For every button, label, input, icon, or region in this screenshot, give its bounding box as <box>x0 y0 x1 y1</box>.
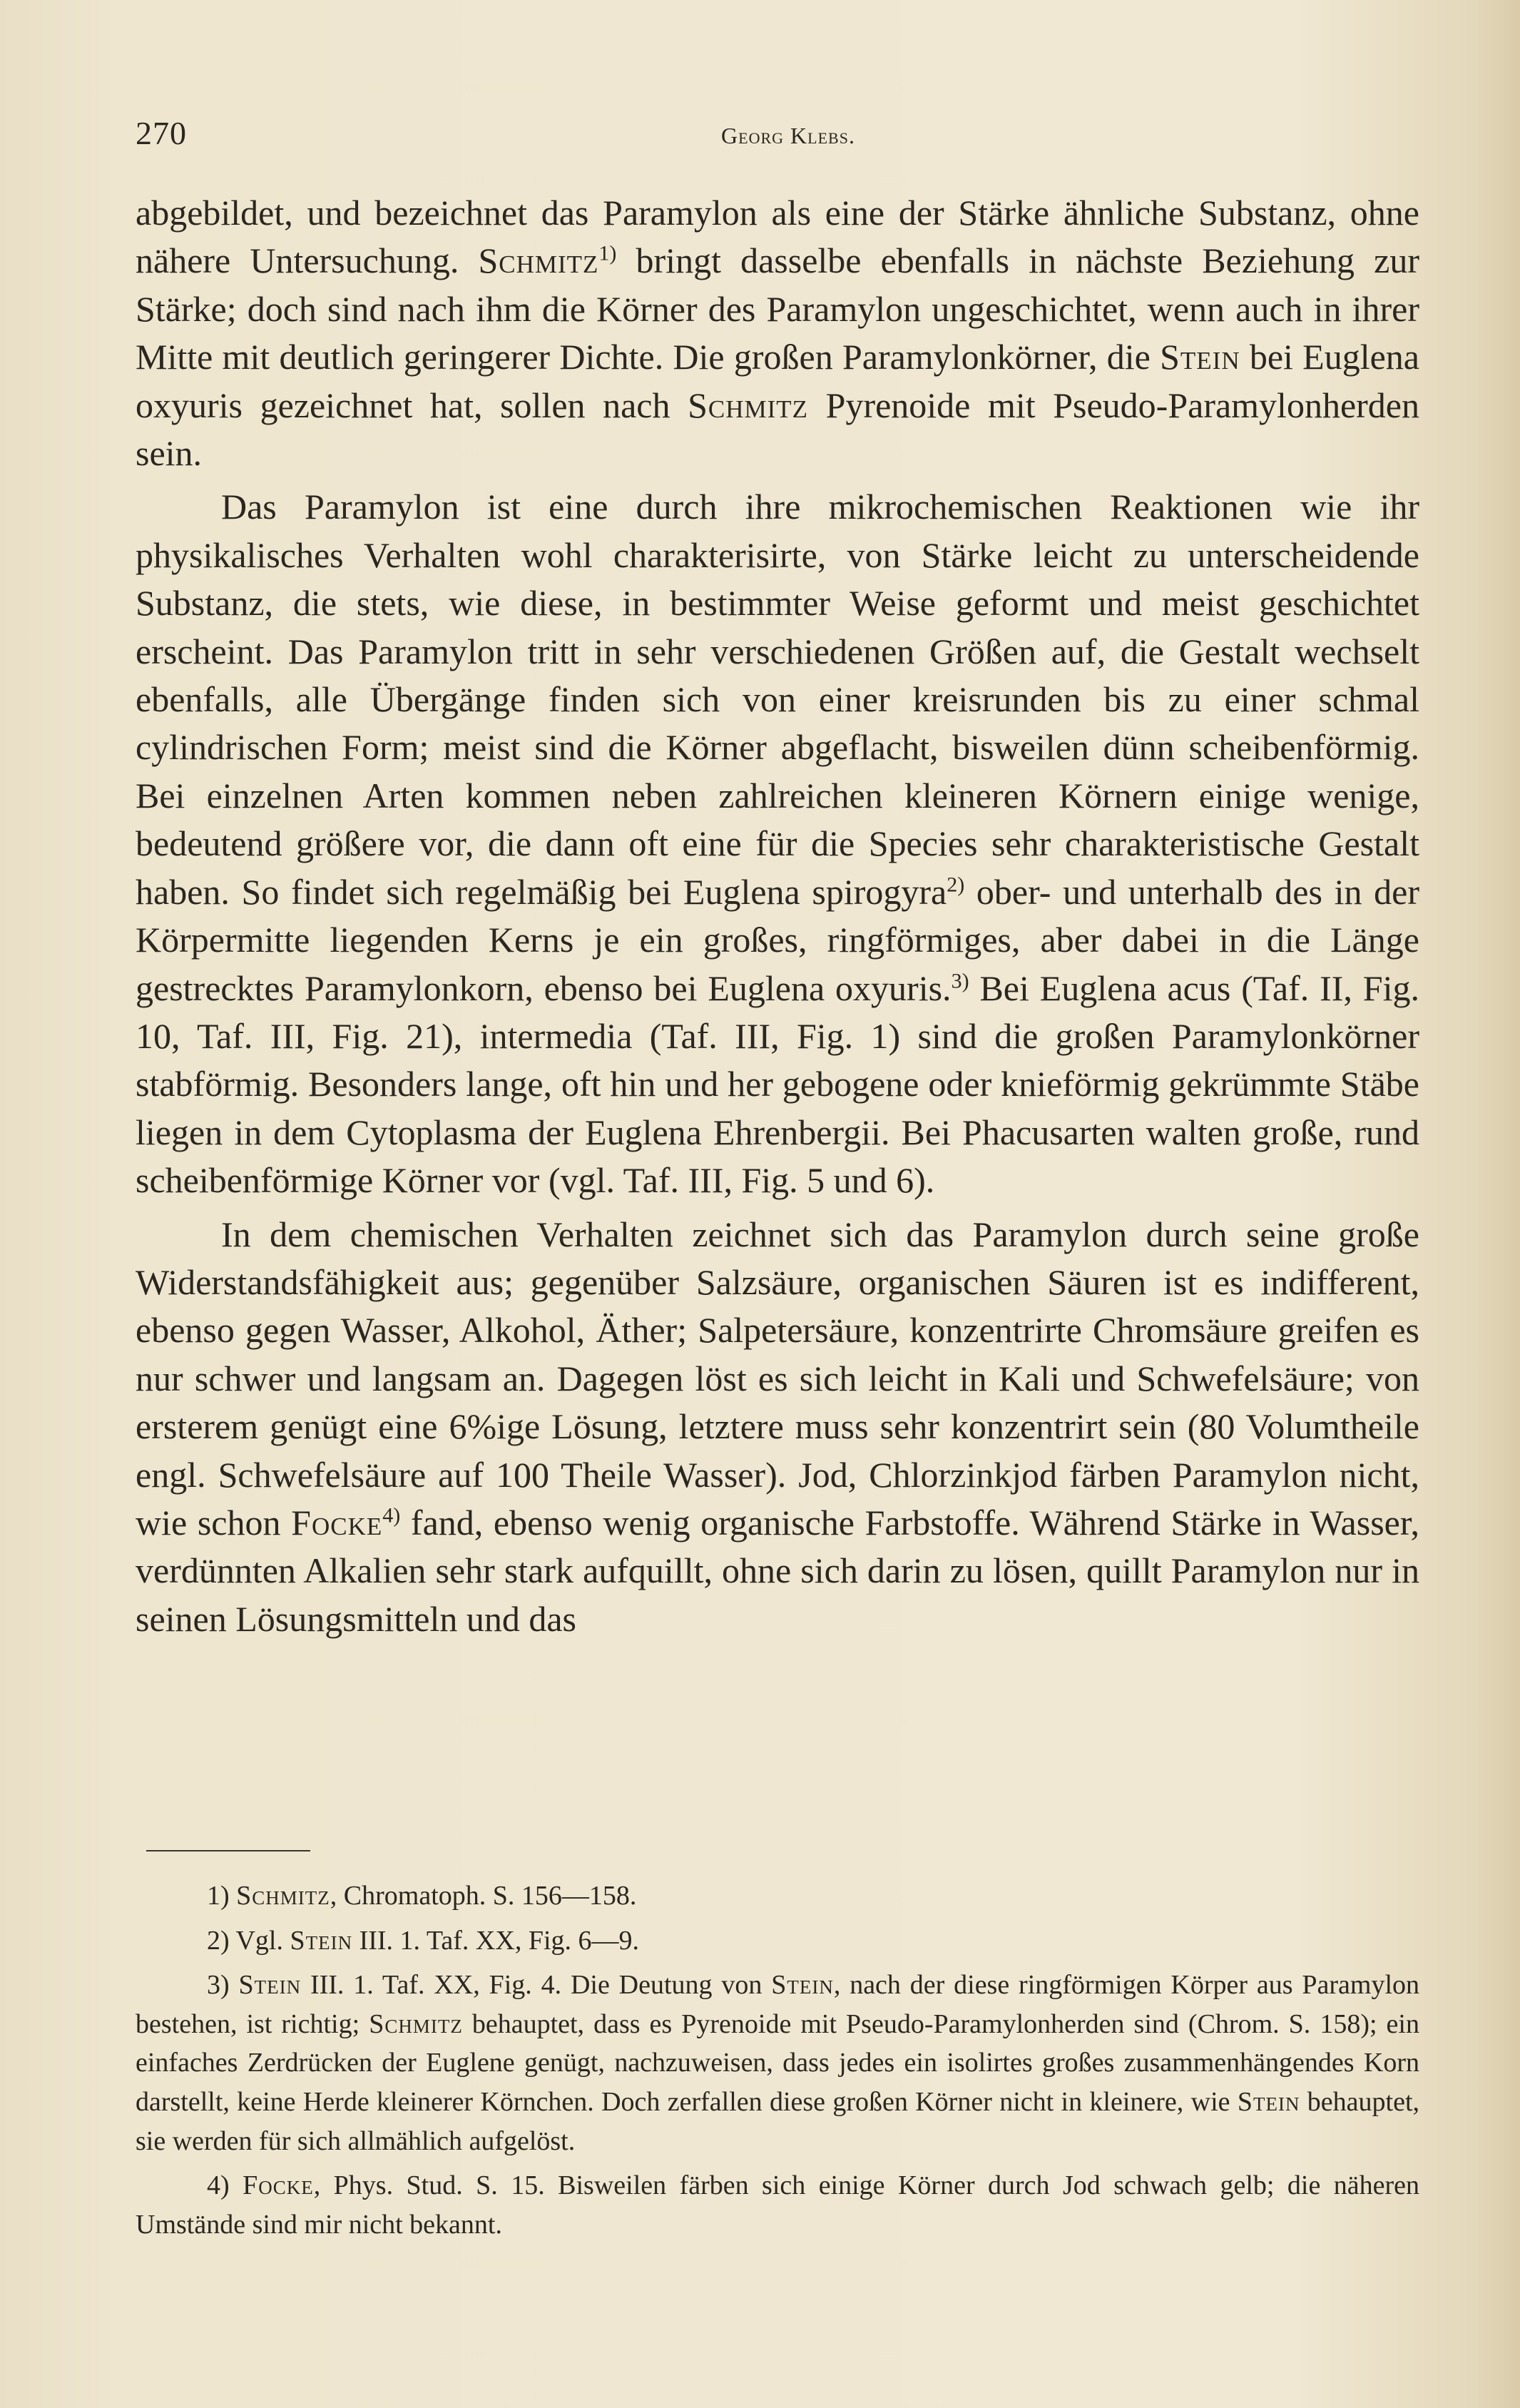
text-run: bringt dasselbe ebenfalls in nächste Beziehung zur Stärke; doch sind nach ihm die Körner des Paramylon ungeschichtet, wenn auch in ihrer Mitte mit deutlich geringerer Dichte. Die großen Paramylonkörner, die <box>136 240 1419 377</box>
author-name: Stein <box>771 1970 834 2001</box>
running-head: Georg Klebs. <box>721 123 855 148</box>
footnotes <box>136 1876 1419 2250</box>
text-run: Pyrenoide mit Pseudo-Paramylonherden sein. <box>136 385 1419 474</box>
page-header <box>136 107 1441 157</box>
text-run: In dem chemischen Verhalten zeichnet sich das Paramylon durch seine große Widerstandsfähigkeit aus; gegenüber Salzsäure, organischen Säuren ist es indifferent, ebenso gegen Wasser, Alkohol, Äther; Salpetersäure, konzentrirte Chromsäure greifen es nur schwer und langsam an. Dagegen löst es sich leicht in Kali und Schwefelsäure; von ersterem genügt eine 6%ige Lösung, letztere muss sehr konzentrirt sein (80 Volumtheile engl. Schwefelsäure auf 100 Theile Wasser). Jod, Chlorzinkjod färben Paramylon nicht, wie schon <box>136 1214 1419 1543</box>
author-name: Schmitz <box>688 385 809 425</box>
text-run: Bei Euglena acus (Taf. II, Fig. 10, Taf. III, Fig. 21), intermedia (Taf. III, Fig. 1) sind die großen Paramylonkörner stabförmig. Besonders lange, oft hin und her gebogene oder knieförmig gekrümmte Stäbe liegen in dem Cytoplasma der Euglena Ehrenbergii. Bei Phacusarten walten große, rund scheibenförmige Körner vor (vgl. Taf. III, Fig. 5 und 6). <box>136 967 1420 1201</box>
author-name: Schmitz <box>236 1881 330 1911</box>
text-run: Das Paramylon ist eine durch ihre mikrochemischen Reaktionen wie ihr physikalisches Verhalten wohl charakterisirte, von Stärke leicht zu unterscheidende Substanz, die stets, wie diese, in bestimmter Weise geformt und meist geschichtet erscheint. Das Paramylon tritt in sehr verschiedenen Größen auf, die Gestalt wechselt ebenfalls, alle Übergänge finden sich von einer kreisrunden bis zu einer schmal cylindrischen Form; meist sind die Körner abgeflacht, bisweilen dünn scheibenförmig. Bei einzelnen Arten kommen neben zahlreichen kleineren Körnern einige wenige, bedeutend größere vor, die dann oft eine für die Species sehr charakteristische Gestalt haben. So findet sich regelmäßig bei Euglena spirogyra <box>136 487 1419 912</box>
footnote-ref: 2) <box>947 873 965 897</box>
footnote <box>136 1876 1419 1916</box>
text-run: 3) <box>207 1970 239 2001</box>
author-name: Schmitz <box>369 2008 463 2039</box>
text-run: , Chromatoph. S. 156—158. <box>330 1881 637 1911</box>
author-name: Stein <box>1237 2086 1300 2117</box>
text-run: 4) <box>207 2170 243 2201</box>
text-run: bei Euglena oxyuris gezeichnet hat, sollen nach <box>136 337 1419 425</box>
author-name: Focke <box>291 1502 383 1543</box>
author-name: Stein <box>1160 337 1240 377</box>
footnote-ref: 4) <box>382 1503 401 1528</box>
author-name: Schmitz <box>478 240 599 281</box>
footnote <box>136 2166 1419 2244</box>
author-name: Stein <box>290 1925 353 1956</box>
text-run: abgebildet, und bezeichnet das Paramylon als eine der Stärke ähnliche Substanz, ohne nähere Untersuchung. <box>136 193 1419 281</box>
footnote <box>136 1921 1419 1961</box>
author-name: Focke <box>243 2170 314 2201</box>
footnote <box>136 1966 1419 2160</box>
body-text <box>136 189 1419 1643</box>
author-name: Stein <box>238 1970 302 2001</box>
footnote-ref: 3) <box>951 968 969 992</box>
body-paragraph <box>136 1211 1419 1644</box>
text-run: behauptet, sie werden für sich allmählich aufgelöst. <box>136 2086 1420 2156</box>
text-run: fand, ebenso wenig organische Farbstoffe. Während Stärke in Wasser, verdünnten Alkalien sehr stark aufquillt, ohne sich darin zu lösen, quillt Paramylon nur in seinen Lösungsmitteln und das <box>136 1502 1420 1639</box>
footnote-rule <box>146 1850 310 1851</box>
body-paragraph <box>136 483 1419 1204</box>
text-run: , Phys. Stud. S. 15. Bisweilen färben sich einige Körner durch Jod schwach gelb; die näheren Umstände sind mir nicht bekannt. <box>136 2170 1419 2240</box>
page-number: 270 <box>136 115 187 151</box>
text-run: , nach der diese ringförmigen Körper aus Paramylon bestehen, ist richtig; <box>136 1970 1419 2039</box>
text-run: III. 1. Taf. XX, Fig. 4. Die Deutung von <box>301 1970 772 2001</box>
text-run: 2) Vgl. <box>207 1925 290 1956</box>
body-paragraph <box>136 189 1419 477</box>
footnote-ref: 1) <box>598 241 617 265</box>
text-run: III. 1. Taf. XX, Fig. 6—9. <box>352 1925 640 1956</box>
text-run: 1) <box>207 1881 237 1911</box>
text-run: ober- und unterhalb des in der Körpermitte liegenden Kerns je ein großes, ringförmiges, aber dabei in die Länge gestrecktes Paramylonkorn, ebenso bei Euglena oxyuris. <box>136 871 1419 1008</box>
text-run: behauptet, dass es Pyrenoide mit Pseudo-Paramylonherden sind (Chrom. S. 158); ein einfaches Zerdrücken der Euglene genügt, nachzuweisen, dass jedes ein isolirtes großes zusammenhängendes Korn darstellt, keine Herde kleinerer Körnchen. Doch zerfallen diese großen Körner nicht in kleinere, wie <box>136 2008 1419 2117</box>
